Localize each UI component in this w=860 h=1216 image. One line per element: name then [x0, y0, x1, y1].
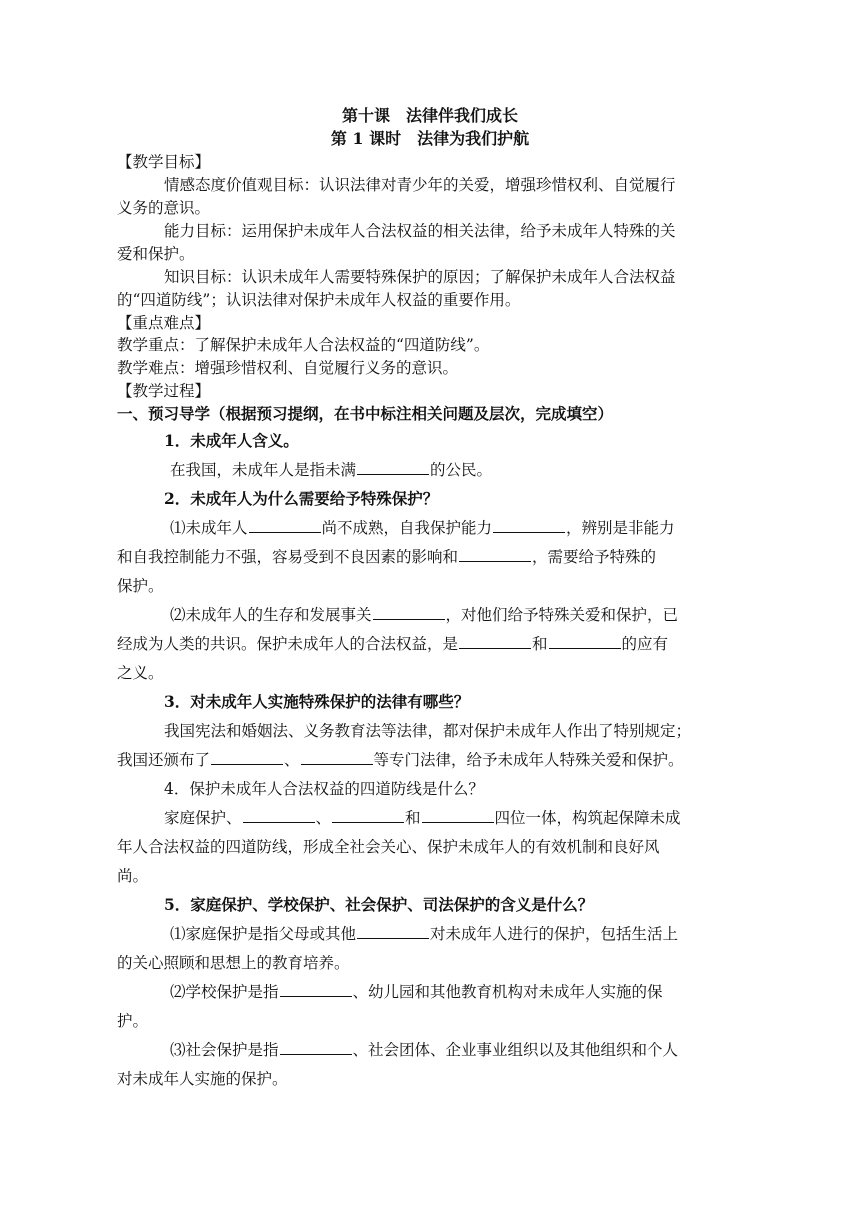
- answer-2-2-line1: ⑵未成年人的生存和发展事关 ，对他们给予特殊关爱和保护，已: [170, 606, 679, 624]
- question-5: 5．家庭保护、学校保护、社会保护、司法保护的含义是什么？: [164, 895, 594, 914]
- answer-5-3-line1: ⑶社会保护是指 、社会团体、企业事业组织以及其他组织和个人: [170, 1041, 679, 1059]
- section-goals: 【教学目标】: [117, 153, 211, 171]
- answer-5-2-line2: 护。: [117, 1012, 149, 1030]
- fill-blank[interactable]: [280, 982, 352, 997]
- answer-5-1-line2: 的关心照顾和思想上的教育培养。: [117, 954, 350, 972]
- answer-2-1-line2: 和自我控制能力不强，容易受到不良因素的影响和 ，需要给予特殊的: [117, 548, 657, 566]
- answer-5-1-line1: ⑴家庭保护是指父母或其他 对未成年人进行的保护，包括生活上: [170, 925, 679, 943]
- answer-5-2-line1: ⑵学校保护是指 、幼儿园和其他教育机构对未成年人实施的保: [170, 983, 663, 1001]
- answer-2-1-line1: ⑴未成年人 尚不成熟，自我保护能力 ，辨别是非能力: [170, 519, 675, 537]
- fill-blank[interactable]: [211, 750, 283, 765]
- question-2: 2．未成年人为什么需要给予特殊保护？: [164, 489, 439, 508]
- teaching-focus: 教学重点：了解保护未成年人合法权益的“四道防线”。: [117, 336, 490, 354]
- answer-1: 在我国，未成年人是指未满 的公民。: [170, 461, 493, 479]
- answer-3-line1: 我国宪法和婚姻法、义务教育法等法律，都对保护未成年人作出了特别规定；: [164, 722, 692, 740]
- goal-ability-line1: 能力目标：运用保护未成年人合法权益的相关法律，给予未成年人特殊的关: [164, 222, 676, 240]
- goal-knowledge-line1: 知识目标：认识未成年人需要特殊保护的原因；了解保护未成年人合法权益: [164, 268, 676, 286]
- fill-blank[interactable]: [301, 750, 373, 765]
- fill-blank[interactable]: [493, 518, 565, 533]
- answer-4-line1: 家庭保护、 、 和 四位一体，构筑起保障未成: [164, 809, 681, 827]
- fill-blank[interactable]: [549, 634, 621, 649]
- goal-emotion-line2: 义务的意识。: [117, 199, 211, 217]
- answer-4-line3: 尚。: [117, 867, 149, 885]
- answer-4-line2: 年人合法权益的四道防线，形成全社会关心、保护未成年人的有效机制和良好风: [117, 838, 660, 856]
- fill-blank[interactable]: [459, 547, 531, 562]
- question-3: 3．对未成年人实施特殊保护的法律有哪些？: [164, 692, 470, 711]
- preview-heading: 一、预习导学（根据预习提纲，在书中标注相关问题及层次，完成填空）: [117, 404, 614, 423]
- answer-2-2-line3: 之义。: [117, 664, 164, 682]
- goal-knowledge-line2: 的“四道防线”；认识法律对保护未成年人权益的重要作用。: [117, 291, 521, 309]
- section-process: 【教学过程】: [117, 382, 211, 400]
- answer-5-3-line2: 对未成年人实施的保护。: [117, 1070, 288, 1088]
- fill-blank[interactable]: [459, 634, 531, 649]
- fill-blank[interactable]: [243, 808, 315, 823]
- teaching-difficulty: 教学难点：增强珍惜权利、自觉履行义务的意识。: [117, 359, 459, 377]
- fill-blank[interactable]: [373, 605, 445, 620]
- fill-blank[interactable]: [280, 1040, 352, 1055]
- answer-3-line2: 我国还颁布了 、 等专门法律，给予未成年人特殊关爱和保护。: [117, 751, 684, 769]
- lesson-title: 第十课 法律伴我们成长: [341, 106, 518, 125]
- answer-2-1-line3: 保护。: [117, 577, 164, 595]
- fill-blank[interactable]: [357, 924, 429, 939]
- fill-blank[interactable]: [332, 808, 404, 823]
- question-4: 4．保护未成年人合法权益的四道防线是什么？: [164, 780, 484, 798]
- fill-blank[interactable]: [249, 518, 321, 533]
- answer-2-2-line2: 经成为人类的共识。保护未成年人的合法权益，是 和 的应有: [117, 635, 669, 653]
- question-1: 1．未成年人含义。: [164, 431, 299, 450]
- section-keypoints: 【重点难点】: [117, 314, 211, 332]
- goal-emotion-line1: 情感态度价值观目标：认识法律对青少年的关爱，增强珍惜权利、自觉履行: [164, 176, 676, 194]
- fill-blank[interactable]: [357, 460, 429, 475]
- goal-ability-line2: 爱和保护。: [117, 245, 195, 263]
- fill-blank[interactable]: [422, 808, 494, 823]
- period-title: 第 1 课时 法律为我们护航: [330, 129, 530, 148]
